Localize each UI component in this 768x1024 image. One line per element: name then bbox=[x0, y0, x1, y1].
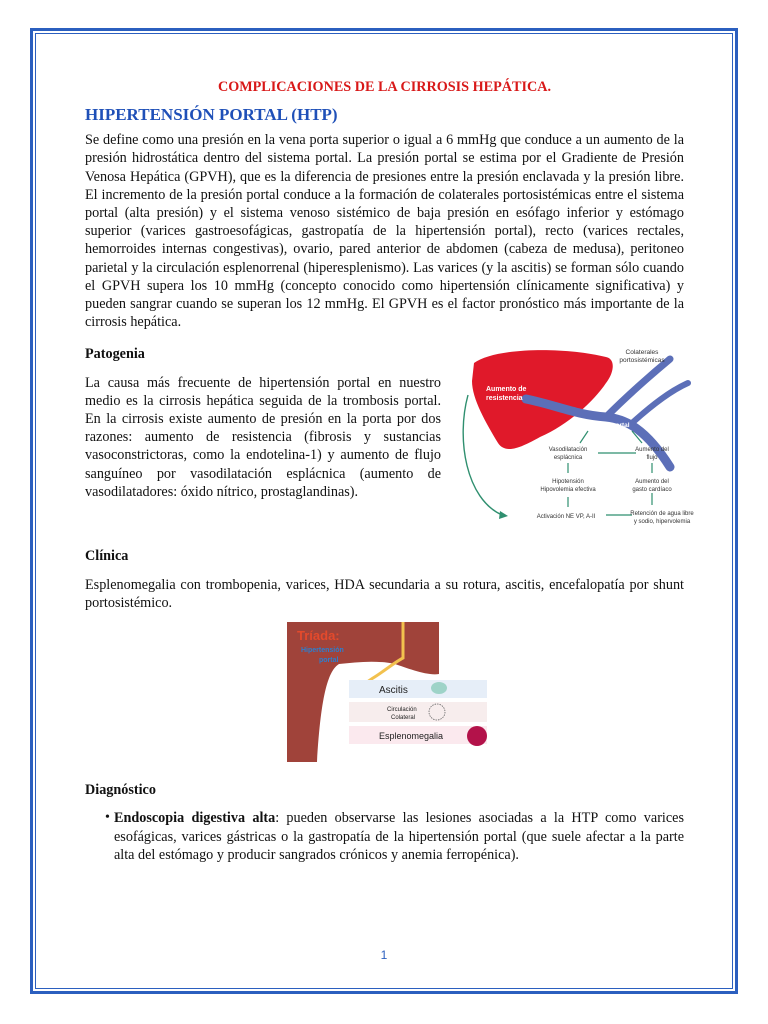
label-flujo: flujo bbox=[646, 455, 658, 462]
ascitis-icon bbox=[431, 682, 447, 694]
diagnostico-item-term: Endoscopia digestiva alta bbox=[114, 810, 276, 827]
triad-subtitle-2: portal bbox=[319, 657, 339, 665]
label-resistencia: resistencia bbox=[486, 395, 523, 403]
patogenia-heading: Patogenia bbox=[85, 346, 145, 363]
intro-paragraph: Se define como una presión en la vena porta superior o igual a 6 mmHg que conduce a un aumento de la presión hidrostática dentro del sistema portal. La presión portal se estima por el Gradiente de Presión Venosa Hepática (GPVH), que es la diferencia de presiones entre la presión enclavada y la presión libre. El incremento de la presión portal conduce a la formación de colaterales portosistémicas entre el sistema portal (alta presión) y el sistema venoso sistémico de baja presión en esófago inferior y estómago superior (varices gastroesofágicas, gastropatía de la hipertensión portal), recto (varices rectales, hemorroides internas congestivas), ovario, pared anterior de abdomen (cabeza de medusa), peritoneo parietal y la circulación esplenorrenal (hiperesplenismo). Las varices (y la ascitis) se forman sólo cuando el GPVH supera los 10 mmHg (concepto conocido como hipertensión clínicamente significativa) y pueden sangrar cuando se superan los 12 mmHg. El GPVH es el factor pronóstico más importante de la cirrosis hepática. bbox=[85, 132, 684, 331]
clinica-heading: Clínica bbox=[85, 548, 129, 565]
label-activacion: Activación NE VP, A-II bbox=[536, 514, 596, 521]
label-retencion: Retención de agua libre bbox=[630, 511, 694, 518]
ascitis-band bbox=[349, 680, 487, 698]
label-esplenomegalia: Esplenomegalia bbox=[379, 731, 444, 742]
patogenia-section bbox=[85, 345, 694, 540]
label-aumento-resistencia: Aumento de bbox=[486, 386, 527, 394]
label-gasto-cardiaco: gasto cardíaco bbox=[632, 487, 672, 494]
label-hipotension: Hipotensión bbox=[552, 479, 584, 486]
pathogenesis-figure bbox=[456, 339, 698, 535]
label-portosistemicas: portosistémicas bbox=[619, 357, 665, 365]
circulacion-band bbox=[349, 702, 487, 722]
patogenia-paragraph: La causa más frecuente de hipertensión portal en nuestro medio es la cirrosis hepática seguida de la trombosis portal. En la cirrosis existe aumento de presión en la porta por dos razones: aumento de resistencia (fibrosis y sustancias vasoconstrictoras, como la endotelina-1) y aumento de flujo sanguíneo por vasodilatación esplácnica (aumento de vasodilatadores: óxido nítrico, prostaglandinas). bbox=[85, 374, 441, 500]
label-colaterales: Colaterales bbox=[625, 349, 659, 357]
triad-title: Tríada: bbox=[297, 628, 340, 644]
bullet-icon: • bbox=[105, 810, 110, 826]
label-vasodilatacion: Vasodilatación bbox=[548, 447, 588, 454]
label-hipervolemia: y sodio, hipervolemia bbox=[633, 519, 691, 526]
document-title: COMPLICACIONES DE LA CIRROSIS HEPÁTICA. bbox=[217, 79, 552, 95]
label-colateral: Colateral bbox=[391, 715, 416, 722]
diagnostico-section bbox=[85, 781, 684, 864]
clinica-paragraph: Esplenomegalia con trombopenia, varices, HDA secundaria a su rotura, ascitis, encefalopatía por shunt portosistémico. bbox=[85, 576, 684, 611]
diagnostico-item-text: : pueden observarse las lesiones asociadas a la HTP como varices esofágicas, varices gástricas o la gastropatía de la hipertensión portal (que suele afectar a la parte alta del estómago y producir sangrados crónicos y anemia ferropénica). bbox=[114, 810, 684, 863]
list-item bbox=[85, 809, 684, 864]
diagnostico-item bbox=[114, 809, 684, 864]
triad-subtitle-1: Hipertensión bbox=[301, 647, 344, 655]
label-circulacion: Circulación bbox=[387, 707, 417, 714]
page-number: 1 bbox=[380, 948, 388, 962]
document-body bbox=[85, 78, 694, 864]
diagnostico-heading: Diagnóstico bbox=[85, 782, 156, 799]
spleen-icon bbox=[467, 726, 487, 746]
triad-figure bbox=[287, 622, 487, 762]
section-title: HIPERTENSIÓN PORTAL (HTP) bbox=[85, 105, 338, 124]
label-ascitis: Ascitis bbox=[379, 685, 408, 697]
label-hipertension-portal: Hipertensión portal bbox=[570, 422, 630, 430]
label-hipovolemia: Hipovolemia efectiva bbox=[540, 487, 596, 494]
clinica-section bbox=[85, 547, 684, 767]
label-gasto: Aumento del bbox=[635, 479, 669, 486]
label-esplacnica: esplácnica bbox=[553, 455, 583, 462]
label-aumento-flujo: Aumento del bbox=[635, 447, 669, 454]
